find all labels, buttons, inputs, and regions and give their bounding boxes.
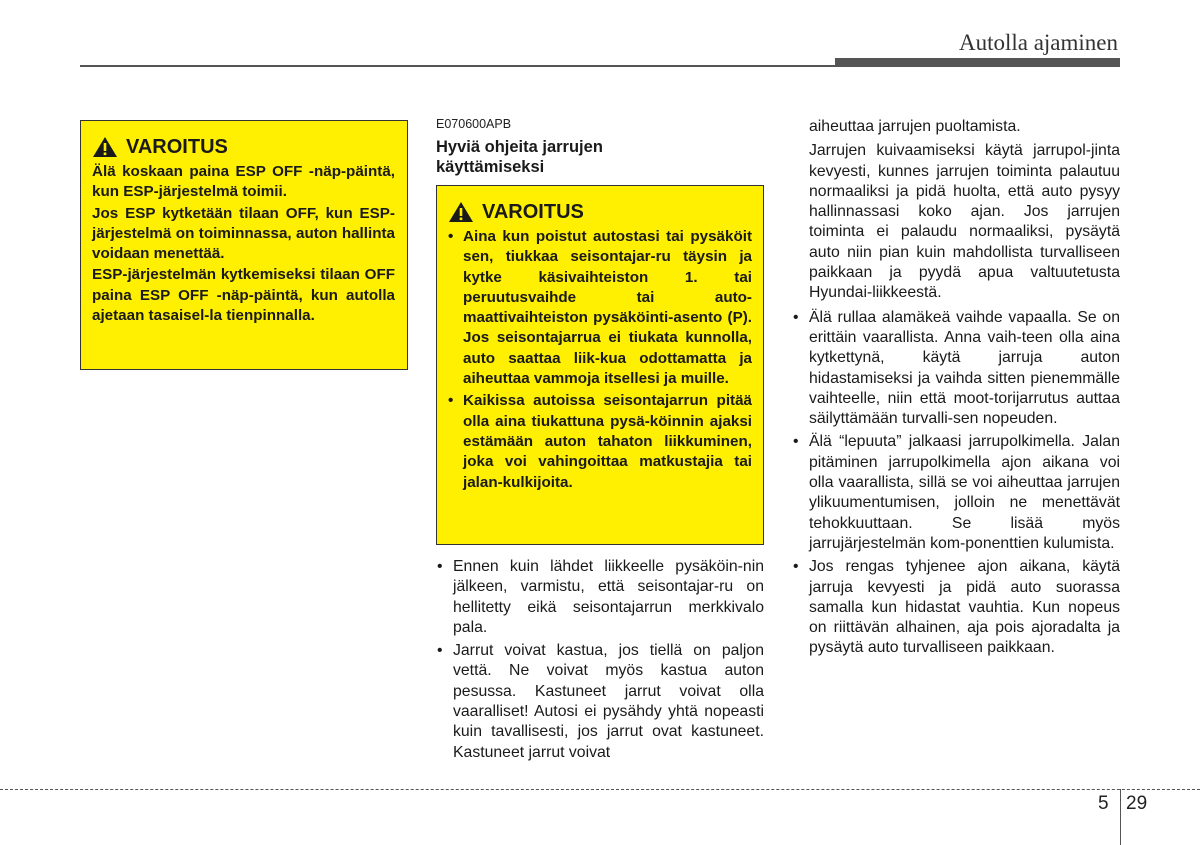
warning-list-item: • Kaikissa autoissa seisontajarrun pitää olla aina tiukattuna pysä-köinnin ajaksi estämään auton tahaton liikkuminen, joka voi vahingoittaa matkustajia tai jalan-kulkijoita. (448, 391, 752, 492)
header-rule-accent (835, 58, 1120, 67)
warning-heading (448, 200, 752, 224)
list-item: • Ennen kuin lähdet liikkeelle pysäköin-nin jälkeen, varmistu, että seisontajar-ru on hellitetty eikä seisontajarrun merkkivalo pala. (436, 557, 764, 638)
section-number: 5 (1098, 793, 1109, 814)
warning-triangle-icon (448, 201, 474, 223)
column-2-body (436, 557, 764, 766)
warning-box-esp (80, 120, 408, 370)
body-paragraph: Jarrujen kuivaamiseksi käytä jarrupol-jinta kevyesti, kunnes jarrujen toiminta palautuu normaaliksi ja pidä huolta, että auto pysyy hallinnassasi koko ajan. Jos jarrujen toiminta ei palaudu normaaliksi, pysäytä auto niin pian kuin mahdollista turvalliseen paikkaan ja pyydä apua valtuutetusta Hyundai-liikkeestä. (809, 142, 1120, 302)
section-title: Hyviä ohjeita jarrujen käyttämiseksi (436, 138, 603, 176)
warning-list-item: • Aina kun poistut autostasi tai pysäköit sen, tiukkaa seisontajar-ru täysin ja kytke käsivaihteiston 1. tai peruutusvaihde tai auto-maattivaihteiston pysäköinti-asento (P). Jos seisontajarrua ei tiukata kunnolla, auto saattaa liik-kua odottamatta ja aiheuttaa vammoja itsellesi ja muille. (448, 227, 752, 389)
footer-divider (0, 789, 1200, 790)
footer-separator (1120, 789, 1121, 845)
warning-paragraph: Älä koskaan paina ESP OFF -näp-päintä, kun ESP-järjestelmä toimii. (92, 163, 395, 201)
warning-paragraph: ESP-järjestelmän kytkemiseksi tilaan OFF paina ESP OFF -näp-päintä, kun autolla ajetaan tasaisel-la tienpinnalla. (92, 266, 395, 325)
warning-box-parking (436, 185, 764, 545)
column-3-body (792, 117, 1120, 662)
list-item: • Jos rengas tyhjenee ajon aikana, käytä jarruja kevyesti ja pidä auto suorassa samalla kun hidastat vauhtia. Kun nopeus on riittävän alhainen, aja pois ajoradalta ja pysäytä auto turvalliseen paikkaan. (792, 557, 1120, 658)
bullet-list (436, 557, 764, 763)
section-code: E070600APB (436, 117, 512, 131)
header-title: Autolla ajaminen (958, 30, 1118, 55)
list-item: • Jarrut voivat kastua, jos tiellä on paljon vettä. Ne voivat myös kastua auton pesussa. Kastuneet jarrut voivat olla vaaralliset! Autosi ei pysähdy yhtä nopeasti kuin tavallisesti, jos jarrut ovat kastuneet. Kastuneet jarrut voivat (436, 641, 764, 763)
header-rule (80, 65, 835, 67)
continuation-text: aiheuttaa jarrujen puoltamista. (809, 118, 1021, 135)
warning-heading (92, 135, 395, 159)
list-item: • Älä rullaa alamäkeä vaihde vapaalla. Se on erittäin vaarallista. Anna vaih-teen olla aina kytkettynä, käytä jarruja auton hidastamiseksi ja vaihda sitten pienemmälle vaihteelle, niin että moot-torijarrutus auttaa säilyttämään turvalli-sen nopeuden. (792, 308, 1120, 430)
warning-list (448, 227, 752, 493)
bullet-list (792, 308, 1120, 659)
warning-triangle-icon (92, 136, 118, 158)
warning-heading-text: VAROITUS (126, 136, 228, 158)
warning-heading-text: VAROITUS (482, 201, 584, 223)
warning-paragraph: Jos ESP kytketään tilaan OFF, kun ESP-järjestelmä on toiminnassa, auton hallinta voidaan menettää. (92, 204, 395, 263)
list-item: • Älä “lepuuta” jalkaasi jarrupolkimella. Jalan pitäminen jarrupolkimella ajon aikana voi olla vaarallista, sillä se voi aiheuttaa jarrujen ylikuumentumisen, jolloin ne menettävät tehokkuuttaan. Se lisää myös jarrujärjestelmän kom-ponenttien kulumista. (792, 432, 1120, 554)
page-number: 29 (1126, 793, 1148, 814)
